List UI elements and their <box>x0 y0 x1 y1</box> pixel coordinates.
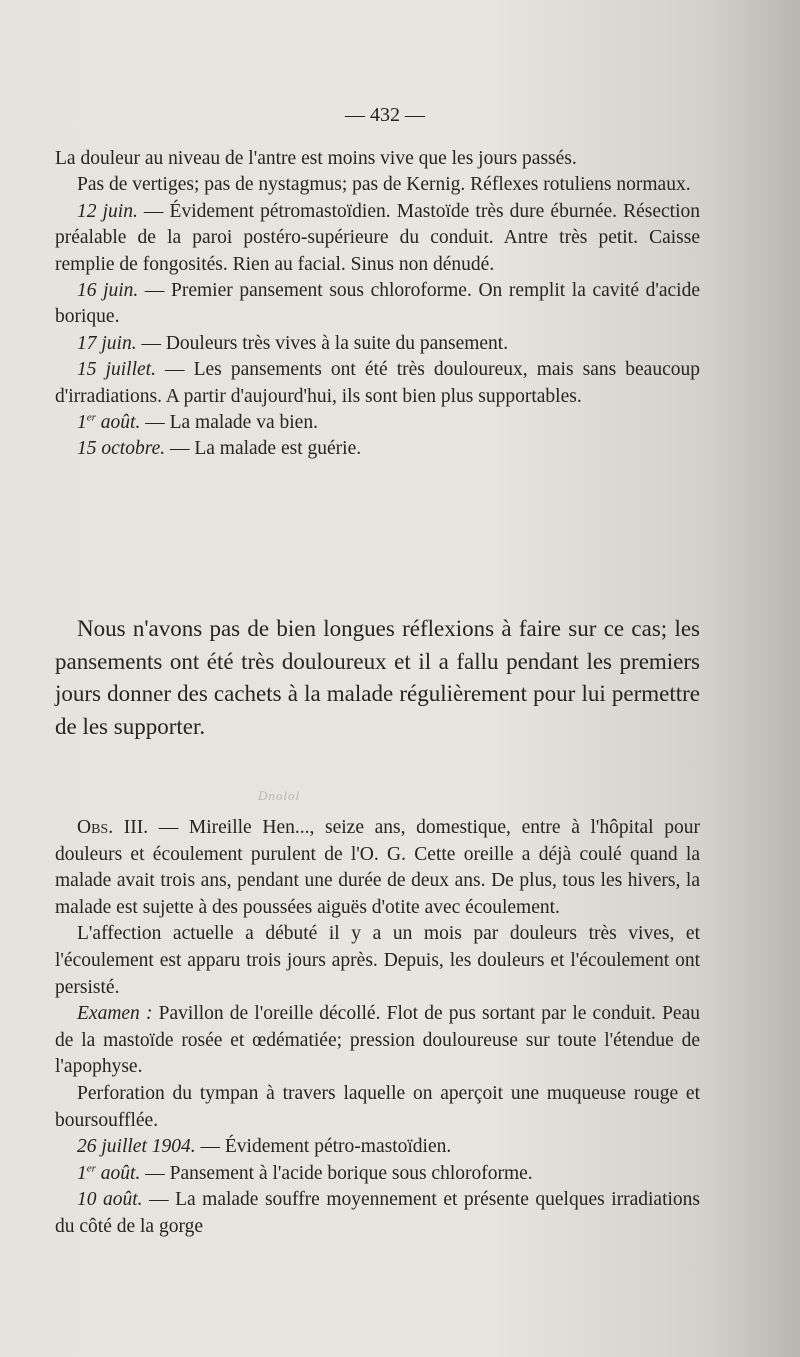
date-day: 1 <box>77 1162 87 1184</box>
paragraph: L'affection actuelle a débuté il y a un mois par douleurs très vives, et l'écoulement est apparu trois jours après. Depuis, les douleurs et l'écoulement ont persisté. <box>55 923 700 998</box>
paragraph <box>55 278 700 331</box>
date-label: 15 octobre. <box>77 438 166 460</box>
commentary-block <box>55 613 700 743</box>
paragraph <box>55 815 700 921</box>
paragraph-text: — Mireille Hen..., seize ans, domestique, entre à l'hôpital pour douleurs et écoulement purulent de l'O. G. Cette oreille a déjà coulé quand la malade avait trois ans, pendant une durée de deux ans. De plus, tous les hivers, la malade est sujette à des poussées aiguës d'otite avec écoulement. <box>55 817 700 918</box>
paragraph <box>55 1001 700 1081</box>
paragraph: Pas de vertiges; pas de nystagmus; pas de Kernig. Réflexes rotuliens normaux. <box>77 174 691 196</box>
paragraph <box>55 1161 700 1188</box>
date-suffix: er <box>86 1162 96 1175</box>
paragraph-text: — Premier pansement sous chloroforme. On remplit la cavité d'acide borique. <box>55 280 700 328</box>
paragraph-text: — Évidement pétro-mastoïdien. <box>195 1136 452 1158</box>
paragraph: Nous n'avons pas de bien longues réflexions à faire sur ce cas; les pansements ont été très douloureux et il a fallu pendant les premiers jours donner des cachets à la malade régulièrement pour lui permettre de les supporter. <box>55 616 700 739</box>
section-label: Examen : <box>77 1003 153 1025</box>
paragraph: La douleur au niveau de l'antre est moins vive que les jours passés. <box>55 148 577 169</box>
paragraph <box>55 410 700 436</box>
page-number: — 432 — <box>345 104 425 126</box>
paragraph <box>55 199 700 278</box>
date-label <box>77 1163 140 1184</box>
date-label: 26 juillet 1904. <box>77 1136 196 1158</box>
paragraph <box>55 357 700 410</box>
faint-stamp: Dnolol <box>258 788 301 803</box>
paragraph-text: — La malade est guérie. <box>165 438 362 460</box>
paragraph-text: — Évidement pétromastoïdien. Mastoïde très dure éburnée. Résection préalable de la paroi postéro-supérieure du conduit. Antre très petit. Caisse remplie de fongosités. Rien au facial. Sinus non dénudé. <box>55 200 701 275</box>
date-label: 10 août. <box>77 1189 143 1211</box>
paragraph-text: — La malade souffre moyennement et présente quelques irradiations du côté de la gorge <box>55 1189 701 1237</box>
date-label: 12 juin. <box>77 200 138 222</box>
date-suffix: er <box>86 411 96 424</box>
paragraph-text: — Les pansements ont été très douloureux, mais sans beaucoup d'irradiations. A partir d'aujourd'hui, ils sont bien plus supportables. <box>55 359 700 407</box>
date-month: août. <box>95 1162 141 1184</box>
paragraph <box>55 331 700 357</box>
date-month: août. <box>95 412 141 434</box>
date-label: 15 juillet. <box>77 359 156 381</box>
paragraph: Perforation du tympan à travers laquelle on aperçoit une muqueuse rouge et boursoufflée. <box>55 1082 700 1131</box>
paragraph-text: — Pansement à l'acide borique sous chloroforme. <box>140 1162 533 1184</box>
date-label: 16 juin. <box>77 280 139 302</box>
case-notes-block <box>55 146 700 463</box>
observation-label: Obs. III. <box>77 817 149 838</box>
paragraph <box>55 1134 700 1161</box>
observation-block <box>55 815 700 1241</box>
paragraph-text: Pavillon de l'oreille décollé. Flot de pus sortant par le conduit. Peau de la mastoïde rosée et œdématiée; pression douloureuse sur toute l'étendue de l'apophyse. <box>55 1003 700 1078</box>
date-label <box>77 412 140 433</box>
date-label: 17 juin. <box>77 332 137 354</box>
date-day: 1 <box>77 412 87 434</box>
paragraph-text: — Douleurs très vives à la suite du pansement. <box>136 332 509 354</box>
paragraph-text: — La malade va bien. <box>140 412 318 434</box>
paragraph <box>55 436 700 462</box>
paragraph <box>55 1187 700 1240</box>
